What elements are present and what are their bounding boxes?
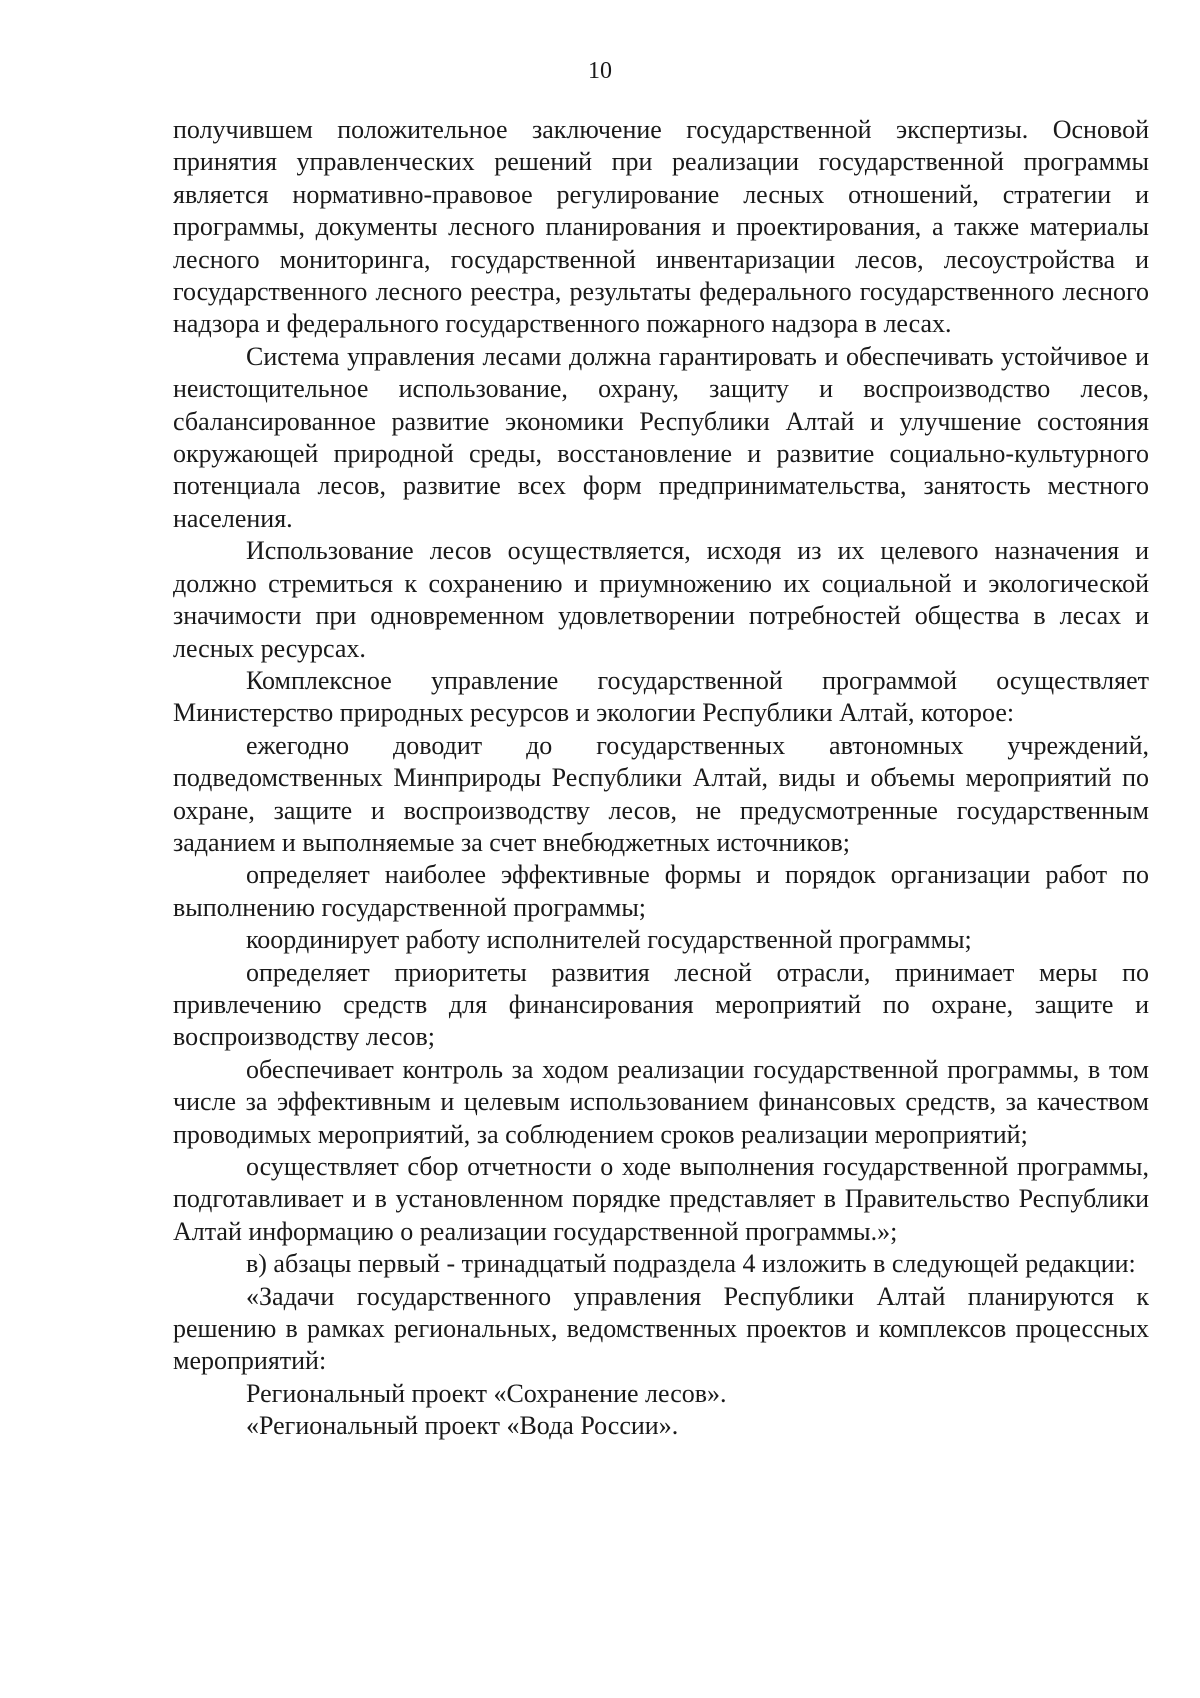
list-item-effective-forms: определяет наиболее эффективные формы и порядок организации работ по выполнению государственной программы; — [173, 860, 1149, 922]
paragraph-forest-management-system: Система управления лесами должна гарантировать и обеспечивать устойчивое и неистощительное использование, охрану, защиту и воспроизводство лесов, сбалансированное развитие экономики Республики Алтай и улучшение состояния окружающей природной среды, восстановление и развитие социально-культурного потенциала лесов, развитие всех форм предпринимательства, занятость местного населения. — [173, 341, 1149, 533]
paragraph-amendment-v: в) абзацы первый - тринадцатый подраздела 4 изложить в следующей редакции: — [246, 1249, 1136, 1279]
paragraph-continuation: получившем положительное заключение государственной экспертизы. Основой принятия управленческих решений при реализации государственной программы является нормативно-правовое регулирование лесных отношений, стратегии и программы, документы лесного планирования и проектирования, а также материалы лесного мониторинга, государственной инвентаризации лесов, лесоустройства и государственного лесного реестра, результаты федерального государственного лесного надзора и федерального государственного пожарного надзора в лесах. — [173, 115, 1149, 339]
list-item-annual-measures: ежегодно доводит до государственных автономных учреждений, подведомственных Минприроды Республики Алтай, виды и объемы мероприятий по охране, защите и воспроизводству лесов, не предусмотренные государственным заданием и выполняемые за счет внебюджетных источников; — [173, 730, 1149, 857]
paragraph-tasks: «Задачи государственного управления Республики Алтай планируются к решению в рамках региональных, ведомственных проектов и комплексов процессных мероприятий: — [173, 1281, 1149, 1376]
paragraph-project-forests: Региональный проект «Сохранение лесов». — [246, 1378, 727, 1408]
list-item-coordination: координирует работу исполнителей государственной программы; — [246, 925, 972, 955]
list-item-priorities: определяет приоритеты развития лесной отрасли, принимает меры по привлечению средств для финансирования мероприятий по охране, защите и воспроизводству лесов; — [173, 957, 1149, 1052]
page-number: 10 — [588, 58, 612, 84]
list-item-reporting: осуществляет сбор отчетности о ходе выполнения государственной программы, подготавливает и в установленном порядке представляет в Правительство Республики Алтай информацию о реализации государственной программы.»; — [173, 1152, 1149, 1246]
document-body — [173, 114, 1149, 1443]
paragraph-complex-management: Комплексное управление государственной программой осуществляет Министерство природных ресурсов и экологии Республики Алтай, которое: — [173, 665, 1149, 728]
paragraph-project-water: «Региональный проект «Вода России». — [246, 1411, 679, 1441]
list-item-control: обеспечивает контроль за ходом реализации государственной программы, в том числе за эффективным и целевым использованием финансовых средств, за качеством проводимых мероприятий, за соблюдением сроков реализации мероприятий; — [173, 1054, 1149, 1149]
paragraph-forest-use: Использование лесов осуществляется, исходя из их целевого назначения и должно стремиться к сохранению и приумножению их социальной и экологической значимости при одновременном удовлетворении потребностей общества в лесах и лесных ресурсах. — [173, 536, 1149, 663]
